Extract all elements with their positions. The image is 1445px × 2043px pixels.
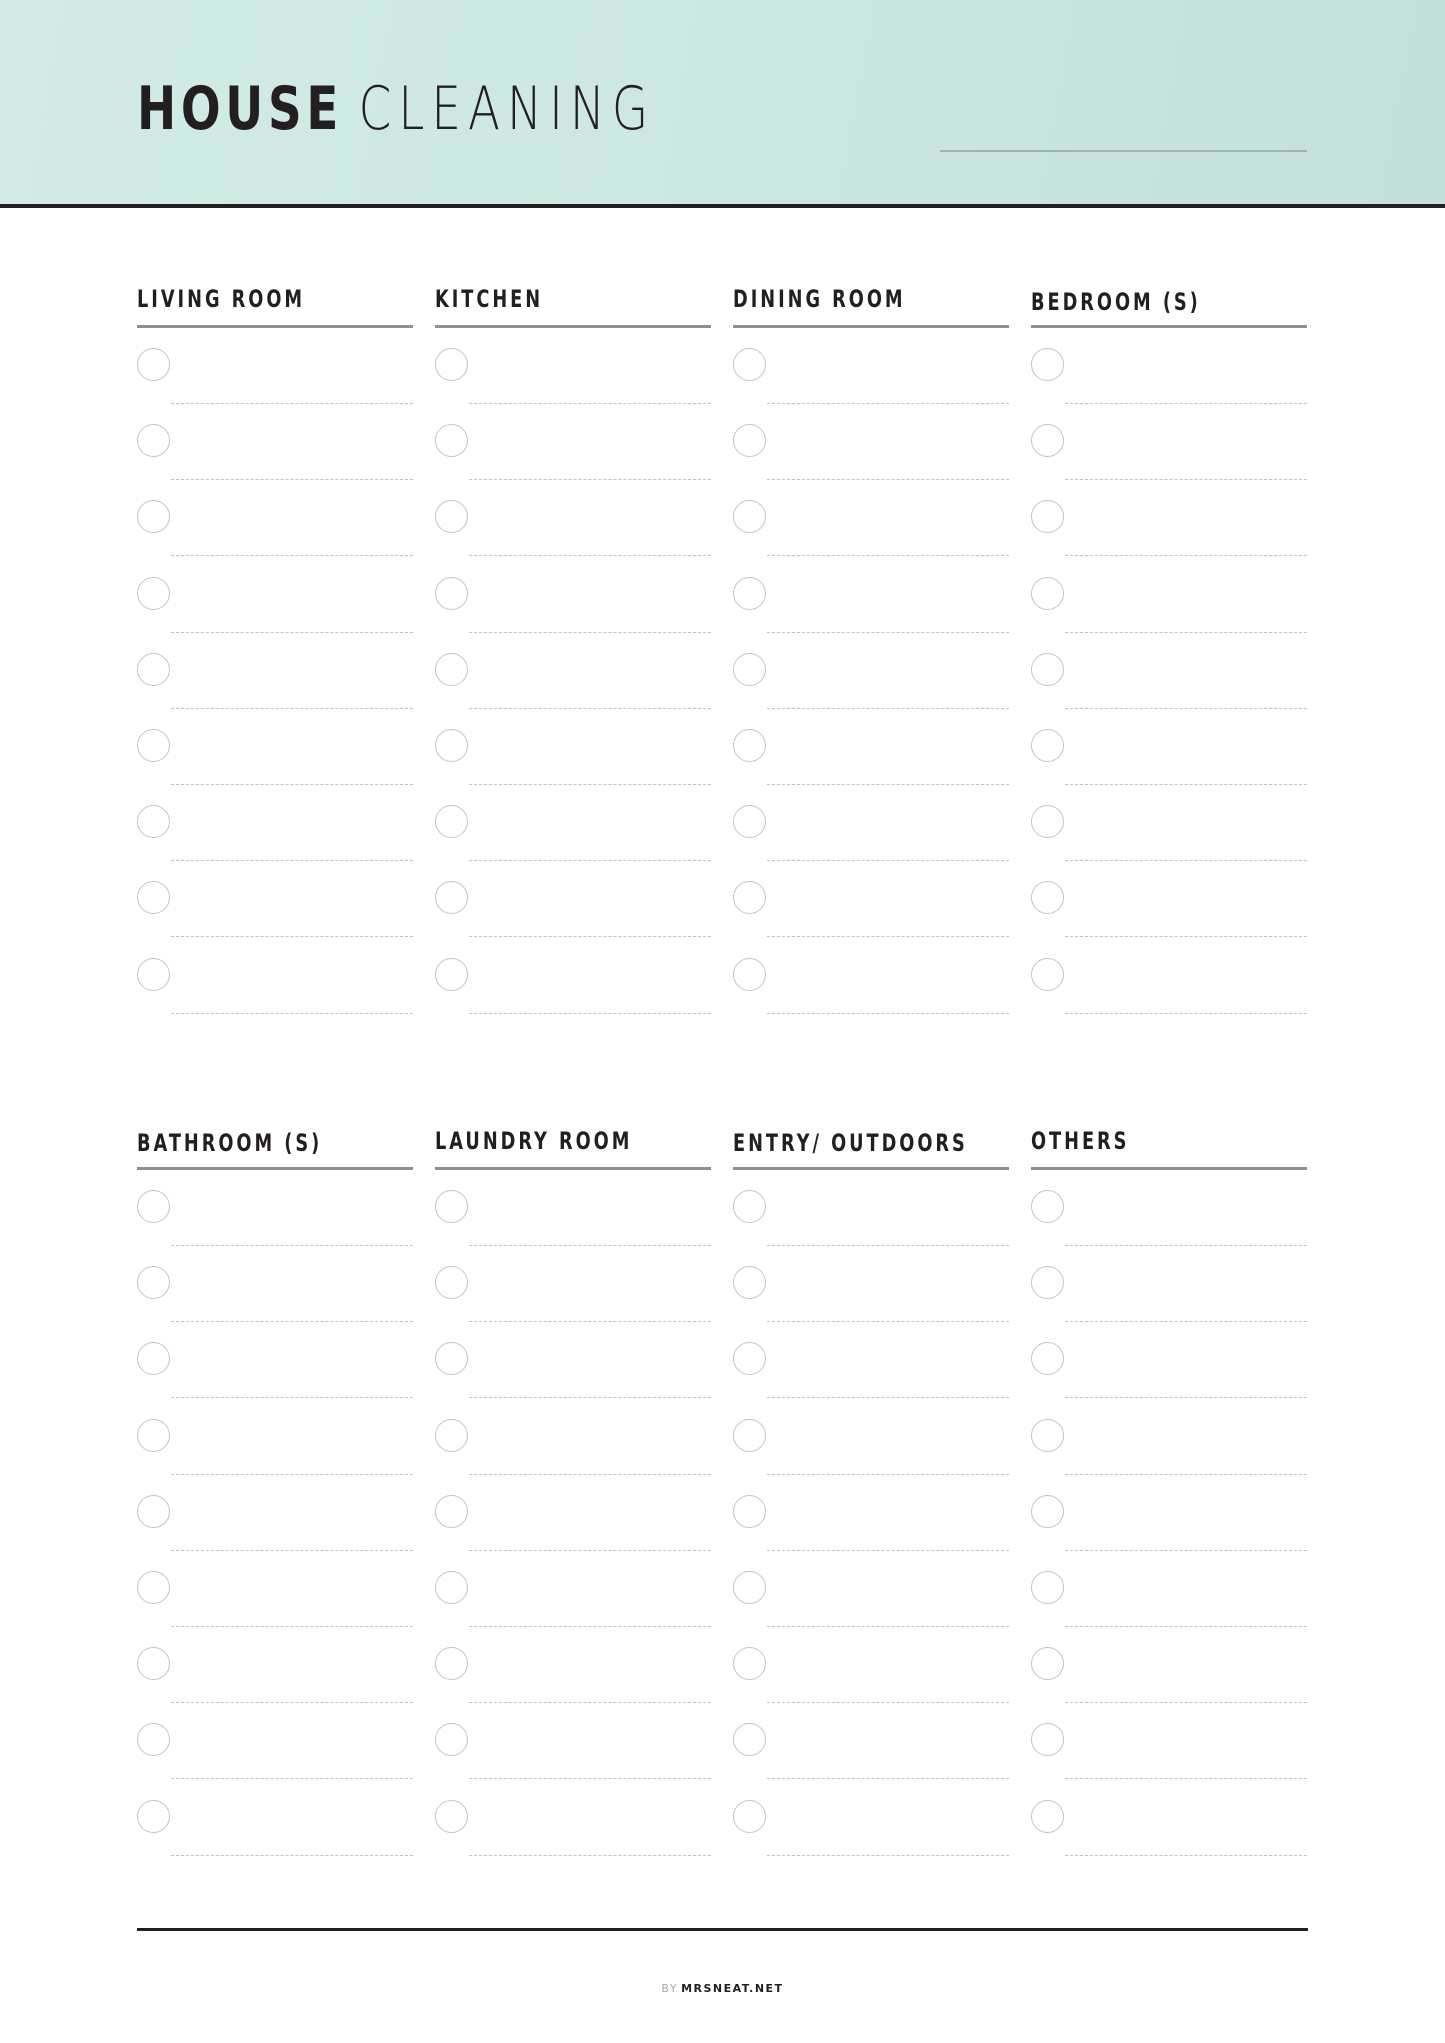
task-row — [733, 653, 1009, 729]
task-write-in-line[interactable] — [469, 1550, 711, 1551]
task-write-in-line[interactable] — [767, 1474, 1009, 1475]
task-row — [435, 1571, 711, 1647]
task-write-in-line[interactable] — [767, 555, 1009, 556]
task-write-in-line[interactable] — [171, 1245, 413, 1246]
footer-by-label: BY — [661, 1982, 679, 1995]
circle-checkbox-icon[interactable] — [435, 1571, 468, 1604]
circle-checkbox-icon[interactable] — [1031, 577, 1064, 610]
task-row — [1031, 881, 1307, 957]
task-row — [733, 881, 1009, 957]
task-write-in-line[interactable] — [1065, 1245, 1307, 1246]
task-row — [137, 1495, 413, 1571]
task-write-in-line[interactable] — [469, 1321, 711, 1322]
task-write-in-line[interactable] — [171, 784, 413, 785]
task-write-in-line[interactable] — [1065, 1397, 1307, 1398]
task-write-in-line[interactable] — [1065, 1702, 1307, 1703]
task-row — [137, 1419, 413, 1495]
task-row — [137, 1190, 413, 1266]
task-row — [137, 577, 413, 653]
circle-checkbox-icon[interactable] — [733, 729, 766, 762]
circle-checkbox-icon[interactable] — [137, 881, 170, 914]
task-row — [137, 500, 413, 576]
task-row — [1031, 1723, 1307, 1799]
circle-checkbox-icon[interactable] — [733, 1723, 766, 1756]
circle-checkbox-icon[interactable] — [435, 1647, 468, 1680]
task-row — [1031, 1419, 1307, 1495]
task-row — [1031, 500, 1307, 576]
circle-checkbox-icon[interactable] — [137, 424, 170, 457]
circle-checkbox-icon[interactable] — [435, 577, 468, 610]
circle-checkbox-icon[interactable] — [733, 1419, 766, 1452]
task-row — [137, 653, 413, 729]
task-write-in-line[interactable] — [469, 1855, 711, 1856]
date-write-in-line[interactable] — [940, 150, 1307, 152]
room-heading-underline — [733, 1167, 1009, 1170]
circle-checkbox-icon[interactable] — [733, 500, 766, 533]
task-write-in-line[interactable] — [469, 1474, 711, 1475]
task-write-in-line[interactable] — [469, 555, 711, 556]
circle-checkbox-icon[interactable] — [733, 1266, 766, 1299]
circle-checkbox-icon[interactable] — [733, 958, 766, 991]
task-write-in-line[interactable] — [1065, 403, 1307, 404]
task-row — [733, 1266, 1009, 1342]
task-write-in-line[interactable] — [1065, 479, 1307, 480]
room-heading: DINING ROOM — [733, 285, 906, 313]
task-row — [435, 577, 711, 653]
task-row — [137, 1647, 413, 1723]
circle-checkbox-icon[interactable] — [435, 1723, 468, 1756]
room-heading: LIVING ROOM — [137, 285, 306, 313]
task-write-in-line[interactable] — [1065, 1550, 1307, 1551]
task-row — [733, 1419, 1009, 1495]
circle-checkbox-icon[interactable] — [137, 1800, 170, 1833]
circle-checkbox-icon[interactable] — [1031, 1342, 1064, 1375]
task-row — [733, 1800, 1009, 1876]
task-write-in-line[interactable] — [469, 632, 711, 633]
task-write-in-line[interactable] — [767, 1702, 1009, 1703]
task-write-in-line[interactable] — [171, 1397, 413, 1398]
task-row — [1031, 958, 1307, 1034]
task-row — [435, 1495, 711, 1571]
task-row — [435, 958, 711, 1034]
task-row — [1031, 1800, 1307, 1876]
room-heading-underline — [435, 1167, 711, 1170]
task-row — [1031, 577, 1307, 653]
task-row — [733, 1190, 1009, 1266]
circle-checkbox-icon[interactable] — [733, 1190, 766, 1223]
task-write-in-line[interactable] — [1065, 1321, 1307, 1322]
circle-checkbox-icon[interactable] — [137, 805, 170, 838]
task-write-in-line[interactable] — [469, 1013, 711, 1014]
task-row — [1031, 805, 1307, 881]
circle-checkbox-icon[interactable] — [733, 1647, 766, 1680]
task-row — [1031, 1495, 1307, 1571]
task-write-in-line[interactable] — [1065, 860, 1307, 861]
title-bold-word: HOUSE — [137, 74, 344, 144]
circle-checkbox-icon[interactable] — [137, 1190, 170, 1223]
task-row — [435, 1190, 711, 1266]
footer-site-link[interactable]: MRSNEAT.NET — [681, 1982, 784, 1995]
task-row — [435, 424, 711, 500]
task-write-in-line[interactable] — [171, 555, 413, 556]
task-row — [1031, 1647, 1307, 1723]
circle-checkbox-icon[interactable] — [137, 653, 170, 686]
task-row — [435, 1800, 711, 1876]
task-row — [137, 881, 413, 957]
task-row — [137, 729, 413, 805]
circle-checkbox-icon[interactable] — [435, 1800, 468, 1833]
circle-checkbox-icon[interactable] — [137, 1647, 170, 1680]
room-heading: KITCHEN — [435, 285, 544, 313]
task-write-in-line[interactable] — [767, 1245, 1009, 1246]
circle-checkbox-icon[interactable] — [1031, 1419, 1064, 1452]
task-write-in-line[interactable] — [767, 936, 1009, 937]
room-heading-underline — [1031, 1167, 1307, 1170]
circle-checkbox-icon[interactable] — [1031, 881, 1064, 914]
task-write-in-line[interactable] — [1065, 1855, 1307, 1856]
circle-checkbox-icon[interactable] — [1031, 653, 1064, 686]
task-write-in-line[interactable] — [469, 1245, 711, 1246]
task-write-in-line[interactable] — [767, 403, 1009, 404]
task-write-in-line[interactable] — [171, 936, 413, 937]
task-write-in-line[interactable] — [469, 1397, 711, 1398]
circle-checkbox-icon[interactable] — [1031, 805, 1064, 838]
circle-checkbox-icon[interactable] — [137, 1571, 170, 1604]
room-heading: OTHERS — [1031, 1127, 1130, 1155]
room-heading: BATHROOM (S) — [137, 1129, 323, 1157]
circle-checkbox-icon[interactable] — [137, 1342, 170, 1375]
task-row — [435, 881, 711, 957]
task-row — [137, 805, 413, 881]
task-write-in-line[interactable] — [469, 1626, 711, 1627]
task-row — [1031, 348, 1307, 424]
task-row — [1031, 1190, 1307, 1266]
task-write-in-line[interactable] — [767, 632, 1009, 633]
task-row — [733, 424, 1009, 500]
circle-checkbox-icon[interactable] — [435, 1266, 468, 1299]
task-row — [733, 1495, 1009, 1571]
room-heading: BEDROOM (S) — [1031, 288, 1201, 316]
task-write-in-line[interactable] — [767, 1013, 1009, 1014]
task-row — [733, 1647, 1009, 1723]
title-light-word: CLEANING — [358, 74, 656, 144]
task-row — [435, 729, 711, 805]
task-row — [137, 1723, 413, 1799]
task-write-in-line[interactable] — [171, 1855, 413, 1856]
task-write-in-line[interactable] — [1065, 1474, 1307, 1475]
task-row — [1031, 653, 1307, 729]
task-write-in-line[interactable] — [1065, 555, 1307, 556]
task-write-in-line[interactable] — [171, 1778, 413, 1779]
task-row — [435, 653, 711, 729]
task-write-in-line[interactable] — [1065, 1778, 1307, 1779]
circle-checkbox-icon[interactable] — [733, 805, 766, 838]
task-row — [435, 1723, 711, 1799]
task-write-in-line[interactable] — [469, 936, 711, 937]
page-title — [137, 74, 656, 144]
task-write-in-line[interactable] — [171, 1626, 413, 1627]
task-row — [137, 1342, 413, 1418]
task-row — [1031, 424, 1307, 500]
task-write-in-line[interactable] — [469, 784, 711, 785]
task-row — [733, 348, 1009, 424]
circle-checkbox-icon[interactable] — [1031, 500, 1064, 533]
circle-checkbox-icon[interactable] — [733, 1800, 766, 1833]
circle-checkbox-icon[interactable] — [1031, 348, 1064, 381]
task-write-in-line[interactable] — [469, 479, 711, 480]
circle-checkbox-icon[interactable] — [137, 1495, 170, 1528]
room-heading-underline — [137, 1167, 413, 1170]
task-write-in-line[interactable] — [767, 708, 1009, 709]
circle-checkbox-icon[interactable] — [435, 348, 468, 381]
task-row — [733, 1723, 1009, 1799]
circle-checkbox-icon[interactable] — [435, 958, 468, 991]
task-row — [435, 1266, 711, 1342]
task-write-in-line[interactable] — [1065, 632, 1307, 633]
room-heading: LAUNDRY ROOM — [435, 1127, 633, 1155]
circle-checkbox-icon[interactable] — [137, 577, 170, 610]
circle-checkbox-icon[interactable] — [137, 500, 170, 533]
task-write-in-line[interactable] — [767, 1626, 1009, 1627]
task-write-in-line[interactable] — [171, 1702, 413, 1703]
task-write-in-line[interactable] — [767, 1321, 1009, 1322]
room-heading-underline — [733, 325, 1009, 328]
task-row — [1031, 1571, 1307, 1647]
task-write-in-line[interactable] — [171, 1013, 413, 1014]
task-write-in-line[interactable] — [171, 479, 413, 480]
task-row — [733, 500, 1009, 576]
circle-checkbox-icon[interactable] — [733, 348, 766, 381]
circle-checkbox-icon[interactable] — [733, 577, 766, 610]
task-write-in-line[interactable] — [469, 708, 711, 709]
task-write-in-line[interactable] — [767, 479, 1009, 480]
circle-checkbox-icon[interactable] — [1031, 958, 1064, 991]
task-row — [1031, 1266, 1307, 1342]
task-write-in-line[interactable] — [171, 403, 413, 404]
circle-checkbox-icon[interactable] — [435, 1190, 468, 1223]
circle-checkbox-icon[interactable] — [137, 1266, 170, 1299]
task-row — [435, 1647, 711, 1723]
circle-checkbox-icon[interactable] — [1031, 1495, 1064, 1528]
circle-checkbox-icon[interactable] — [1031, 1647, 1064, 1680]
task-row — [137, 348, 413, 424]
circle-checkbox-icon[interactable] — [1031, 1723, 1064, 1756]
task-row — [733, 805, 1009, 881]
circle-checkbox-icon[interactable] — [435, 1419, 468, 1452]
task-write-in-line[interactable] — [767, 1778, 1009, 1779]
task-write-in-line[interactable] — [171, 1550, 413, 1551]
circle-checkbox-icon[interactable] — [1031, 424, 1064, 457]
circle-checkbox-icon[interactable] — [733, 424, 766, 457]
task-write-in-line[interactable] — [171, 860, 413, 861]
footer-credit — [0, 1982, 1445, 1996]
task-row — [137, 1266, 413, 1342]
task-row — [435, 1342, 711, 1418]
room-heading-underline — [435, 325, 711, 328]
task-row — [733, 958, 1009, 1034]
task-write-in-line[interactable] — [469, 1778, 711, 1779]
circle-checkbox-icon[interactable] — [435, 729, 468, 762]
task-row — [435, 500, 711, 576]
task-write-in-line[interactable] — [1065, 708, 1307, 709]
circle-checkbox-icon[interactable] — [733, 1571, 766, 1604]
footer-divider — [137, 1928, 1308, 1931]
task-write-in-line[interactable] — [171, 1474, 413, 1475]
task-write-in-line[interactable] — [469, 1702, 711, 1703]
task-write-in-line[interactable] — [171, 1321, 413, 1322]
task-write-in-line[interactable] — [1065, 1013, 1307, 1014]
task-row — [137, 958, 413, 1034]
circle-checkbox-icon[interactable] — [435, 881, 468, 914]
circle-checkbox-icon[interactable] — [137, 729, 170, 762]
task-row — [137, 1800, 413, 1876]
task-write-in-line[interactable] — [171, 632, 413, 633]
room-heading: ENTRY/ OUTDOORS — [733, 1129, 968, 1157]
task-row — [733, 1571, 1009, 1647]
task-row — [435, 348, 711, 424]
task-write-in-line[interactable] — [767, 1855, 1009, 1856]
task-write-in-line[interactable] — [767, 784, 1009, 785]
circle-checkbox-icon[interactable] — [733, 653, 766, 686]
header-banner — [0, 0, 1445, 204]
circle-checkbox-icon[interactable] — [137, 958, 170, 991]
circle-checkbox-icon[interactable] — [733, 1495, 766, 1528]
task-write-in-line[interactable] — [767, 1397, 1009, 1398]
circle-checkbox-icon[interactable] — [1031, 1800, 1064, 1833]
task-row — [435, 805, 711, 881]
task-row — [733, 1342, 1009, 1418]
circle-checkbox-icon[interactable] — [137, 1723, 170, 1756]
circle-checkbox-icon[interactable] — [435, 805, 468, 838]
circle-checkbox-icon[interactable] — [1031, 1190, 1064, 1223]
circle-checkbox-icon[interactable] — [1031, 729, 1064, 762]
task-write-in-line[interactable] — [1065, 936, 1307, 937]
circle-checkbox-icon[interactable] — [435, 1342, 468, 1375]
task-row — [1031, 729, 1307, 805]
room-heading-underline — [1031, 325, 1307, 328]
circle-checkbox-icon[interactable] — [435, 500, 468, 533]
task-write-in-line[interactable] — [469, 403, 711, 404]
task-write-in-line[interactable] — [767, 860, 1009, 861]
task-row — [733, 577, 1009, 653]
circle-checkbox-icon[interactable] — [137, 348, 170, 381]
circle-checkbox-icon[interactable] — [137, 1419, 170, 1452]
task-write-in-line[interactable] — [469, 860, 711, 861]
circle-checkbox-icon[interactable] — [435, 424, 468, 457]
circle-checkbox-icon[interactable] — [1031, 1266, 1064, 1299]
circle-checkbox-icon[interactable] — [733, 881, 766, 914]
circle-checkbox-icon[interactable] — [435, 1495, 468, 1528]
task-write-in-line[interactable] — [1065, 1626, 1307, 1627]
task-row — [1031, 1342, 1307, 1418]
task-write-in-line[interactable] — [767, 1550, 1009, 1551]
task-row — [137, 424, 413, 500]
header-divider-bar — [0, 204, 1445, 208]
task-row — [137, 1571, 413, 1647]
circle-checkbox-icon[interactable] — [1031, 1571, 1064, 1604]
room-heading-underline — [137, 325, 413, 328]
task-write-in-line[interactable] — [1065, 784, 1307, 785]
circle-checkbox-icon[interactable] — [733, 1342, 766, 1375]
circle-checkbox-icon[interactable] — [435, 653, 468, 686]
task-write-in-line[interactable] — [171, 708, 413, 709]
task-row — [435, 1419, 711, 1495]
task-row — [733, 729, 1009, 805]
